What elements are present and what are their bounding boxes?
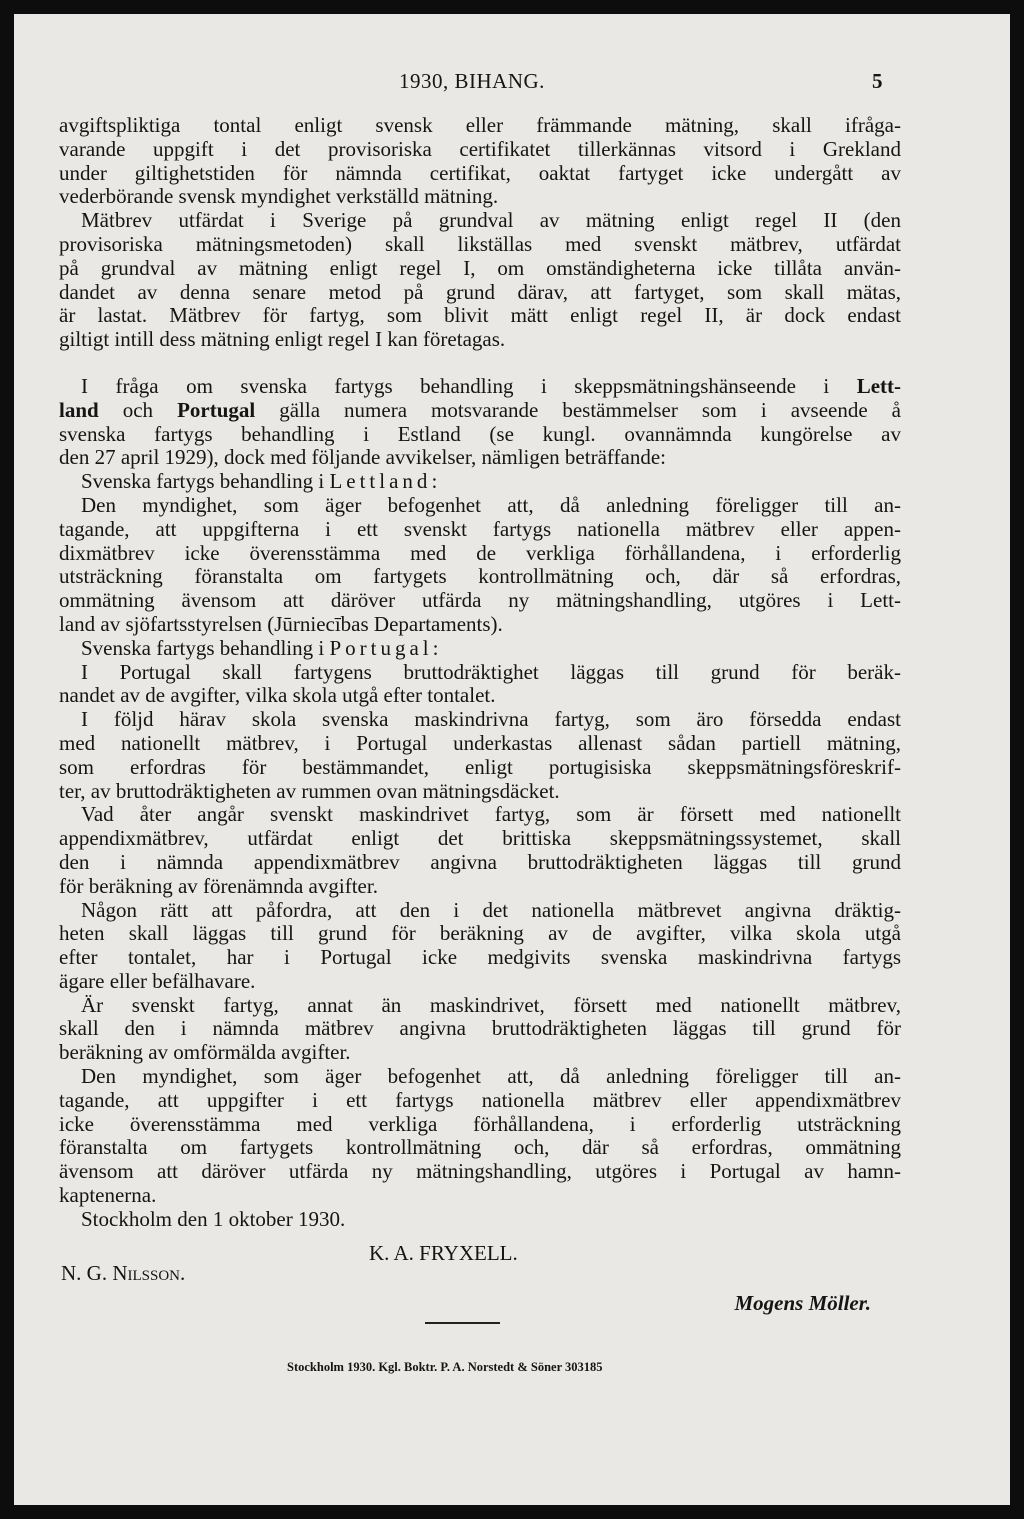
text-line: på grundval av mätning enligt regel I, om omständigheterna icke tillåta använ- bbox=[59, 255, 901, 280]
text-line: ägare eller befälhavare. bbox=[59, 968, 256, 993]
intro-line: den 27 april 1929), dock med följande avvikelser, nämligen beträffande: bbox=[59, 445, 666, 470]
text-line: utsträckning föranstalta om fartygets kontrollmätning och, där så erfordras, bbox=[59, 564, 901, 589]
intro-line: land och Portugal gälla numera motsvarande bestämmelser som i avseende å bbox=[59, 397, 901, 422]
text-line: den i nämnda appendixmätbrev angivna bruttodräktigheten läggas till grund bbox=[59, 849, 901, 874]
text-line: I följd härav skola svenska maskindrivna fartyg, som äro försedda endast bbox=[81, 707, 901, 732]
country-name-latvia: Lett- bbox=[856, 373, 901, 398]
text-line: giltigt intill dess mätning enligt regel I kan företagas. bbox=[59, 327, 506, 352]
text-line: heten skall läggas till grund för beräkning av de avgifter, vilka skola utgå bbox=[59, 921, 901, 946]
text-line: nandet av de avgifter, vilka skola utgå efter tontalet. bbox=[59, 683, 496, 708]
printer-imprint: Stockholm 1930. Kgl. Boktr. P. A. Norstedt & Söner 303185 bbox=[287, 1360, 603, 1374]
page-number: 5 bbox=[872, 69, 883, 93]
text-line: appendixmätbrev, utfärdat enligt det brittiska skeppsmätningssystemet, skall bbox=[59, 826, 901, 851]
text-line: Är svenskt fartyg, annat än maskindrivet, försett med nationellt mätbrev, bbox=[81, 992, 901, 1017]
text-line: Vad åter angår svenskt maskindrivet fartyg, som är försett med nationellt bbox=[81, 802, 901, 827]
text-line: kaptenerna. bbox=[59, 1183, 157, 1208]
text-line: icke överensstämma med verkliga förhållandena, i erforderlig utsträckning bbox=[59, 1111, 901, 1136]
running-header: 1930, BIHANG. bbox=[399, 69, 545, 93]
text-line: provisoriska mätningsmetoden) skall likställas med svenskt mätbrev, utfärdat bbox=[59, 231, 901, 256]
signature-fryxell: K. A. FRYXELL. bbox=[369, 1240, 518, 1265]
section-heading-latvia: Svenska fartygs behandling i Lettland: bbox=[81, 469, 438, 494]
document-page bbox=[14, 14, 1010, 1505]
text-line: skall den i nämnda mätbrev angivna bruttodräktigheten läggas till grund för bbox=[59, 1016, 901, 1041]
text-line: under giltighetstiden för nämnda certifikat, oaktat fartyget icke undergått av bbox=[59, 160, 901, 185]
place-and-date: Stockholm den 1 oktober 1930. bbox=[81, 1206, 346, 1231]
text-line: föranstalta om fartygets kontrollmätning och, där så erfordras, ommätning bbox=[59, 1135, 901, 1160]
text-line: dixmätbrev icke överensstämma med de verkliga förhållandena, i erforderlig bbox=[59, 540, 901, 565]
text-line: ter, av bruttodräktigheten av rummen ovan mätningsdäcket. bbox=[59, 778, 560, 803]
text-line: tagande, att uppgifter i ett fartygs nationella mätbrev eller appendixmätbrev bbox=[59, 1087, 901, 1112]
signature-moller: Mogens Möller. bbox=[734, 1290, 871, 1315]
text-line: Någon rätt att påfordra, att den i det nationella mätbrevet angivna dräktig- bbox=[81, 897, 901, 922]
text-line: med nationellt mätbrev, i Portugal underkastas allenast sådan partiell mätning, bbox=[59, 730, 901, 755]
signature-block bbox=[59, 1232, 901, 1315]
text-line: efter tontalet, har i Portugal icke medgivits svenska maskindrivna fartygs bbox=[59, 945, 901, 970]
text-line: som erfordras för bestämmandet, enligt portugisiska skeppsmätningsföreskrif- bbox=[59, 754, 901, 779]
text-line: avgiftspliktiga tontal enligt svensk eller främmande mätning, skall ifråga- bbox=[59, 113, 901, 137]
text-line: tagande, att uppgifterna i ett svenskt fartygs nationella mätbrev eller appen- bbox=[59, 516, 901, 541]
text-line: Den myndighet, som äger befogenhet att, då anledning föreligger till an- bbox=[81, 492, 901, 517]
country-name-portugal: Portugal bbox=[177, 397, 256, 422]
section-heading-portugal: Svenska fartygs behandling i Portugal: bbox=[81, 635, 439, 660]
text-line: I Portugal skall fartygens bruttodräktighet läggas till grund för beräk- bbox=[81, 659, 901, 684]
portugal-section bbox=[59, 661, 901, 1208]
document-body bbox=[59, 113, 901, 1315]
signature-nilsson: N. G. Nilsson. bbox=[61, 1260, 186, 1285]
text-line: ävensom att däröver utfärda ny mätningshandling, utgöres i Portugal av hamn- bbox=[59, 1159, 901, 1184]
text-line: ommätning ävensom att däröver utfärda ny mätningshandling, utgöres i Lett- bbox=[59, 588, 901, 613]
latvia-section bbox=[59, 494, 901, 637]
intro-line: svenska fartygs behandling i Estland (se kungl. ovannämnda kungörelse av bbox=[59, 421, 901, 446]
text-line: Den myndighet, som äger befogenhet att, då anledning föreligger till an- bbox=[81, 1064, 901, 1089]
text-line: är lastat. Mätbrev för fartyg, som blivit mätt enligt regel II, är dock endast bbox=[59, 303, 901, 328]
intro-line: I fråga om svenska fartygs behandling i skeppsmätningshänseende i Lett- bbox=[81, 373, 901, 398]
text-line: beräkning av omförmälda avgifter. bbox=[59, 1040, 351, 1065]
text-line: Mätbrev utfärdat i Sverige på grundval av mätning enligt regel II (den bbox=[81, 208, 901, 233]
opening-paragraphs bbox=[59, 114, 901, 352]
text-line: land av sjöfartsstyrelsen (Jūrniecības Departaments). bbox=[59, 611, 503, 636]
text-line: för beräkning av förenämnda avgifter. bbox=[59, 873, 378, 898]
text-line: varande uppgift i det provisoriska certifikatet tillerkännas vitsord i Grekland bbox=[59, 136, 901, 161]
divider-rule bbox=[425, 1322, 500, 1324]
text-line: dandet av denna senare metod på grund därav, att fartyget, som skall mätas, bbox=[59, 279, 901, 304]
text-line: vederbörande svensk myndighet verkställd mätning. bbox=[59, 184, 499, 209]
